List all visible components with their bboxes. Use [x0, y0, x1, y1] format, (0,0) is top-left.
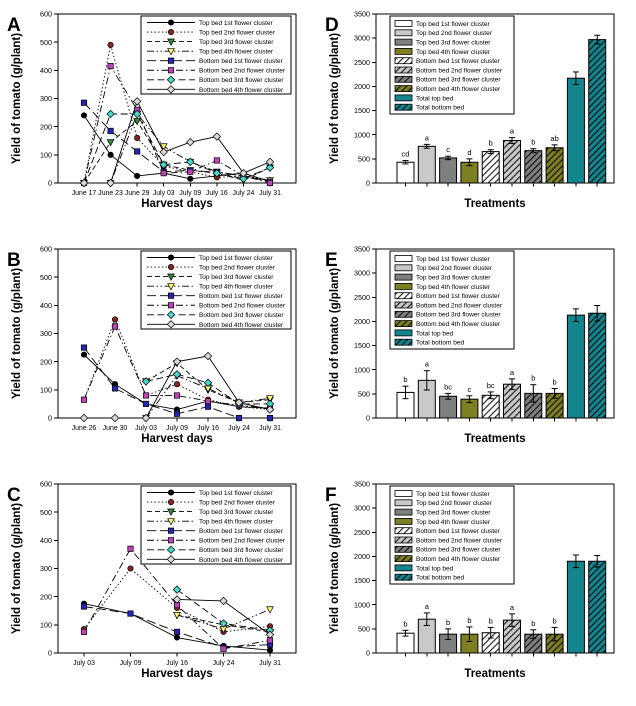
svg-text:300: 300 [40, 329, 52, 339]
svg-text:3500: 3500 [354, 9, 370, 19]
svg-text:2000: 2000 [354, 317, 370, 327]
svg-text:Treatments: Treatments [464, 198, 526, 210]
svg-text:Top bed 3rd flower cluster: Top bed 3rd flower cluster [416, 39, 491, 47]
svg-text:Bottom bed 2nd flower cluster: Bottom bed 2nd flower cluster [199, 302, 285, 310]
svg-text:0: 0 [48, 648, 52, 658]
svg-text:Bottom bed 3rd flower cluster: Bottom bed 3rd flower cluster [199, 547, 284, 555]
svg-text:Top bed 2nd flower cluster: Top bed 2nd flower cluster [199, 264, 275, 272]
svg-text:July 09: July 09 [119, 660, 142, 667]
svg-text:a: a [509, 367, 515, 377]
svg-text:500: 500 [40, 272, 52, 282]
svg-text:Top bed 3rd flower cluster: Top bed 3rd flower cluster [199, 509, 274, 516]
svg-text:July 03: July 03 [135, 425, 157, 432]
svg-text:Top bed 1st flower cluster: Top bed 1st flower cluster [199, 19, 273, 27]
svg-text:Bottom bed 1st flower cluster: Bottom bed 1st flower cluster [199, 293, 283, 301]
svg-text:Bottom bed 1st flower cluster: Bottom bed 1st flower cluster [416, 58, 500, 66]
svg-text:b: b [403, 619, 408, 629]
svg-text:Total top bed: Total top bed [416, 95, 454, 103]
svg-text:Top bed 3rd flower cluster: Top bed 3rd flower cluster [416, 509, 491, 517]
svg-text:Bottom bed 3rd flower cluster: Bottom bed 3rd flower cluster [416, 311, 501, 319]
svg-text:Top bed 1st flower cluster: Top bed 1st flower cluster [416, 20, 490, 28]
svg-text:Top bed 1st flower cluster: Top bed 1st flower cluster [199, 254, 273, 262]
svg-text:b: b [467, 615, 472, 625]
svg-text:b: b [552, 616, 557, 626]
panel-c [0, 470, 318, 706]
svg-text:Bottom bed 2nd flower cluster: Bottom bed 2nd flower cluster [416, 537, 502, 545]
svg-text:3500: 3500 [354, 479, 370, 489]
svg-text:1500: 1500 [354, 106, 370, 116]
svg-text:Top bed 4th flower cluster: Top bed 4th flower cluster [416, 48, 491, 56]
bar-chart-d [318, 0, 636, 235]
panel-e [318, 235, 636, 470]
svg-text:Top bed 2nd flower cluster: Top bed 2nd flower cluster [416, 30, 492, 38]
svg-text:1500: 1500 [354, 576, 370, 586]
svg-text:100: 100 [40, 150, 52, 160]
svg-text:c: c [446, 145, 450, 155]
svg-text:Bottom bed 1st flower cluster: Bottom bed 1st flower cluster [199, 528, 283, 536]
svg-text:0: 0 [366, 178, 370, 188]
svg-text:1500: 1500 [354, 341, 370, 351]
svg-text:Total bottom bed: Total bottom bed [416, 574, 465, 582]
svg-text:F: F [325, 485, 337, 506]
svg-text:Bottom bed 3rd flower cluster: Bottom bed 3rd flower cluster [416, 76, 501, 84]
svg-text:a: a [509, 602, 515, 612]
svg-text:July 31: July 31 [259, 660, 281, 667]
svg-text:Bottom bed 3rd flower cluster: Bottom bed 3rd flower cluster [199, 77, 284, 85]
svg-text:600: 600 [40, 479, 52, 489]
svg-text:Harvest days: Harvest days [141, 198, 213, 210]
svg-text:June 26: June 26 [71, 425, 97, 432]
svg-text:400: 400 [40, 65, 52, 75]
svg-text:Yield of tomato (g/plant): Yield of tomato (g/plant) [11, 267, 23, 400]
svg-text:2500: 2500 [354, 57, 370, 67]
svg-text:Bottom bed 2nd flower cluster: Bottom bed 2nd flower cluster [416, 302, 502, 310]
svg-text:c: c [467, 384, 472, 394]
svg-text:Harvest days: Harvest days [141, 668, 213, 680]
svg-text:500: 500 [40, 507, 52, 517]
svg-text:Top bed 3rd flower cluster: Top bed 3rd flower cluster [199, 39, 274, 46]
svg-text:July 24: July 24 [232, 190, 255, 197]
svg-text:Top bed 1st flower cluster: Top bed 1st flower cluster [416, 255, 490, 263]
svg-text:Bottom bed 2nd flower cluster: Bottom bed 2nd flower cluster [199, 67, 285, 75]
svg-text:0: 0 [48, 178, 52, 188]
svg-text:bc: bc [444, 382, 453, 392]
svg-text:2000: 2000 [354, 82, 370, 92]
svg-text:ab: ab [550, 133, 559, 143]
svg-text:E: E [325, 250, 338, 271]
svg-text:June 17: June 17 [71, 190, 97, 197]
svg-text:July 09: July 09 [166, 425, 188, 432]
svg-text:0: 0 [366, 413, 370, 423]
svg-text:300: 300 [40, 94, 52, 104]
panel-f [318, 470, 636, 706]
line-chart-a [0, 0, 318, 235]
svg-text:1000: 1000 [354, 600, 370, 610]
svg-text:2500: 2500 [354, 292, 370, 302]
svg-text:June 29: June 29 [124, 190, 150, 197]
svg-text:July 16: July 16 [166, 660, 188, 667]
svg-text:Yield of tomato (g/plant): Yield of tomato (g/plant) [329, 267, 341, 400]
svg-text:200: 200 [40, 592, 52, 602]
svg-text:Top bed 4th flower cluster: Top bed 4th flower cluster [199, 518, 274, 526]
svg-text:Total top bed: Total top bed [416, 330, 454, 338]
svg-text:June 23: June 23 [98, 190, 123, 197]
svg-text:400: 400 [40, 300, 52, 310]
svg-text:200: 200 [40, 122, 52, 132]
svg-text:Top bed 1st flower cluster: Top bed 1st flower cluster [199, 489, 273, 497]
svg-text:100: 100 [40, 385, 52, 395]
svg-text:Yield of tomato (g/plant): Yield of tomato (g/plant) [329, 502, 341, 635]
svg-text:d: d [467, 147, 472, 157]
svg-text:b: b [488, 138, 493, 148]
svg-text:500: 500 [358, 389, 370, 399]
svg-text:3000: 3000 [354, 503, 370, 513]
svg-text:b: b [552, 377, 557, 387]
svg-text:D: D [325, 15, 339, 36]
svg-text:Yield of tomato (g/plant): Yield of tomato (g/plant) [11, 502, 23, 635]
svg-text:July 24: July 24 [212, 660, 235, 667]
svg-text:3500: 3500 [354, 244, 370, 254]
svg-text:Top bed 2nd flower cluster: Top bed 2nd flower cluster [416, 500, 492, 508]
svg-text:Bottom bed 1st flower cluster: Bottom bed 1st flower cluster [416, 293, 500, 301]
svg-text:100: 100 [40, 620, 52, 630]
svg-text:Bottom bed 4th flower cluster: Bottom bed 4th flower cluster [416, 86, 501, 93]
svg-text:2000: 2000 [354, 552, 370, 562]
svg-text:Bottom bed 4th flower cluster: Bottom bed 4th flower cluster [416, 556, 501, 563]
svg-text:500: 500 [40, 37, 52, 47]
svg-text:July 16: July 16 [205, 190, 228, 197]
svg-text:b: b [531, 618, 536, 628]
svg-text:600: 600 [40, 9, 52, 19]
svg-text:Bottom bed 3rd flower cluster: Bottom bed 3rd flower cluster [416, 546, 501, 554]
svg-text:bc: bc [486, 380, 495, 390]
svg-text:b: b [446, 617, 451, 627]
panel-b [0, 235, 318, 470]
panel-a [0, 0, 318, 235]
svg-text:Top bed 4th flower cluster: Top bed 4th flower cluster [199, 48, 274, 56]
svg-text:Bottom bed 4th flower cluster: Bottom bed 4th flower cluster [199, 321, 284, 329]
svg-text:July 31: July 31 [259, 425, 281, 432]
svg-text:July 24: July 24 [228, 425, 250, 432]
svg-text:Top bed 2nd flower cluster: Top bed 2nd flower cluster [199, 499, 275, 507]
svg-text:2500: 2500 [354, 527, 370, 537]
svg-text:300: 300 [40, 564, 52, 574]
svg-text:June 30: June 30 [102, 425, 128, 432]
svg-text:500: 500 [358, 154, 370, 164]
svg-text:b: b [531, 137, 536, 147]
svg-text:Yield of tomato (g/plant): Yield of tomato (g/plant) [329, 32, 341, 165]
svg-text:0: 0 [366, 648, 370, 658]
svg-text:Yield of tomato (g/plant): Yield of tomato (g/plant) [11, 32, 23, 165]
svg-text:Total bottom bed: Total bottom bed [416, 104, 465, 112]
svg-text:July 09: July 09 [179, 190, 202, 197]
svg-text:July 03: July 03 [152, 190, 175, 197]
svg-text:Bottom bed 4th flower cluster: Bottom bed 4th flower cluster [199, 556, 284, 564]
svg-text:Top bed 4th flower cluster: Top bed 4th flower cluster [416, 283, 491, 291]
svg-text:a: a [424, 359, 429, 369]
svg-text:Total bottom bed: Total bottom bed [416, 339, 465, 347]
svg-text:Treatments: Treatments [464, 668, 526, 680]
svg-text:1000: 1000 [354, 130, 370, 140]
svg-text:Total top bed: Total top bed [416, 565, 454, 573]
line-chart-b [0, 235, 318, 470]
svg-text:Bottom bed 1st flower cluster: Bottom bed 1st flower cluster [416, 528, 500, 536]
svg-text:July 03: July 03 [73, 660, 95, 667]
svg-text:1000: 1000 [354, 365, 370, 375]
svg-text:a: a [424, 601, 429, 611]
svg-text:Top bed 3rd flower cluster: Top bed 3rd flower cluster [199, 274, 274, 281]
svg-text:0: 0 [48, 413, 52, 423]
svg-text:Harvest days: Harvest days [141, 433, 213, 445]
svg-text:B: B [7, 250, 21, 271]
svg-text:July 16: July 16 [197, 425, 219, 432]
line-chart-c [0, 470, 318, 706]
svg-text:Top bed 4th flower cluster: Top bed 4th flower cluster [416, 518, 491, 526]
svg-text:Top bed 1st flower cluster: Top bed 1st flower cluster [416, 490, 490, 498]
svg-text:400: 400 [40, 535, 52, 545]
svg-text:500: 500 [358, 624, 370, 634]
bar-chart-f [318, 470, 636, 706]
svg-text:Bottom bed 2nd flower cluster: Bottom bed 2nd flower cluster [199, 537, 285, 545]
svg-text:a: a [509, 126, 515, 136]
svg-text:Top bed 3rd flower cluster: Top bed 3rd flower cluster [416, 274, 491, 282]
svg-text:Bottom bed 3rd flower cluster: Bottom bed 3rd flower cluster [199, 312, 284, 320]
svg-text:Bottom bed 4th flower cluster: Bottom bed 4th flower cluster [416, 321, 501, 328]
svg-text:Bottom bed 1st flower cluster: Bottom bed 1st flower cluster [199, 58, 283, 66]
svg-text:b: b [531, 373, 536, 383]
svg-text:Bottom bed 4th flower cluster: Bottom bed 4th flower cluster [199, 86, 284, 94]
bar-chart-e [318, 235, 636, 470]
svg-text:200: 200 [40, 357, 52, 367]
svg-text:Top bed 4th flower cluster: Top bed 4th flower cluster [199, 283, 274, 291]
svg-text:Top bed 2nd flower cluster: Top bed 2nd flower cluster [416, 265, 492, 273]
svg-text:3000: 3000 [354, 33, 370, 43]
svg-text:3000: 3000 [354, 268, 370, 278]
svg-text:Bottom bed 2nd flower cluster: Bottom bed 2nd flower cluster [416, 67, 502, 75]
svg-text:Top bed 2nd flower cluster: Top bed 2nd flower cluster [199, 29, 275, 37]
svg-text:Treatments: Treatments [464, 433, 526, 445]
svg-text:a: a [424, 133, 429, 143]
svg-text:A: A [7, 15, 21, 36]
svg-text:b: b [403, 375, 408, 385]
svg-text:b: b [488, 616, 493, 626]
svg-text:cd: cd [401, 149, 410, 159]
svg-text:C: C [7, 485, 21, 506]
svg-text:600: 600 [40, 244, 52, 254]
svg-text:July 31: July 31 [259, 190, 281, 197]
panel-d [318, 0, 636, 235]
